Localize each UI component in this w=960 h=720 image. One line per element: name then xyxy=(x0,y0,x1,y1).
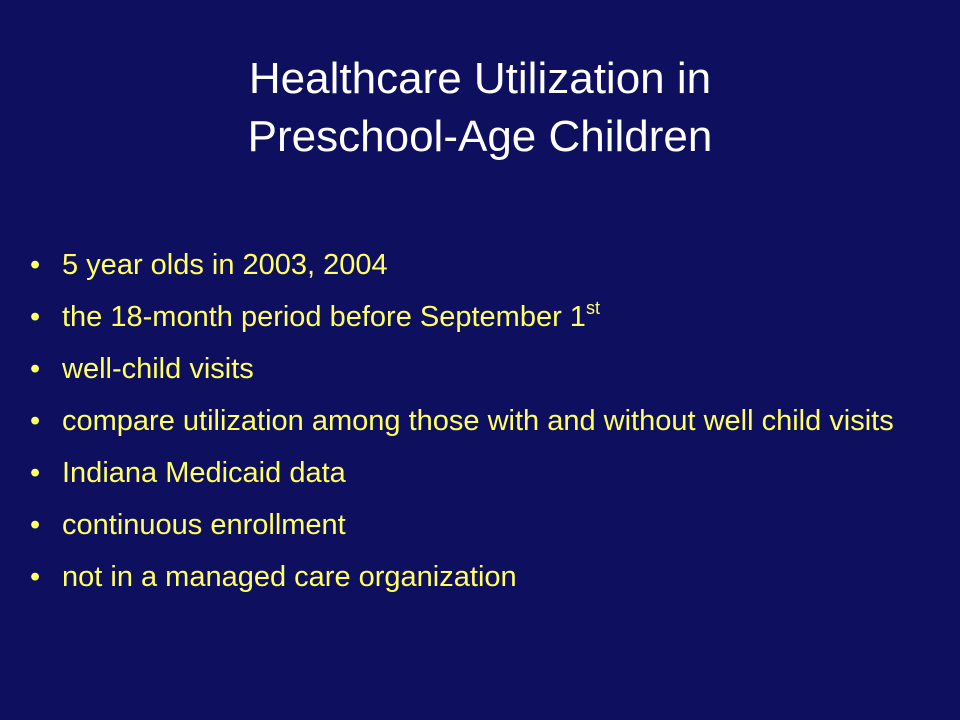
bullet-icon: • xyxy=(30,249,41,281)
bullet-icon: • xyxy=(30,353,41,385)
bullet-icon: • xyxy=(30,301,41,333)
bullet-text: not in a managed care organization xyxy=(62,561,517,593)
bullet-list xyxy=(30,248,930,612)
slide-title-line-1: Healthcare Utilization in xyxy=(248,54,712,103)
bullet-text: 5 year olds in 2003, 2004 xyxy=(62,249,388,281)
slide-title-line-2: Preschool-Age Children xyxy=(247,112,713,161)
bullet-icon: • xyxy=(30,509,41,541)
bullet-text: the 18-month period before September 1 xyxy=(62,301,586,333)
bullet-item xyxy=(30,508,930,543)
bullet-icon: • xyxy=(30,405,41,437)
bullet-item xyxy=(30,352,930,387)
bullet-text: well-child visits xyxy=(62,353,254,385)
bullet-text: compare utilization among those with and without well child visits xyxy=(62,405,894,437)
bullet-item xyxy=(30,404,930,439)
bullet-icon: • xyxy=(30,561,41,593)
bullet-item xyxy=(30,456,930,491)
bullet-item xyxy=(30,300,930,335)
slide-title xyxy=(0,50,960,166)
bullet-superscript: st xyxy=(585,298,600,318)
bullet-item xyxy=(30,248,930,283)
bullet-item xyxy=(30,560,930,595)
bullet-text: continuous enrollment xyxy=(62,509,346,541)
bullet-text: Indiana Medicaid data xyxy=(62,457,346,489)
bullet-icon: • xyxy=(30,457,41,489)
